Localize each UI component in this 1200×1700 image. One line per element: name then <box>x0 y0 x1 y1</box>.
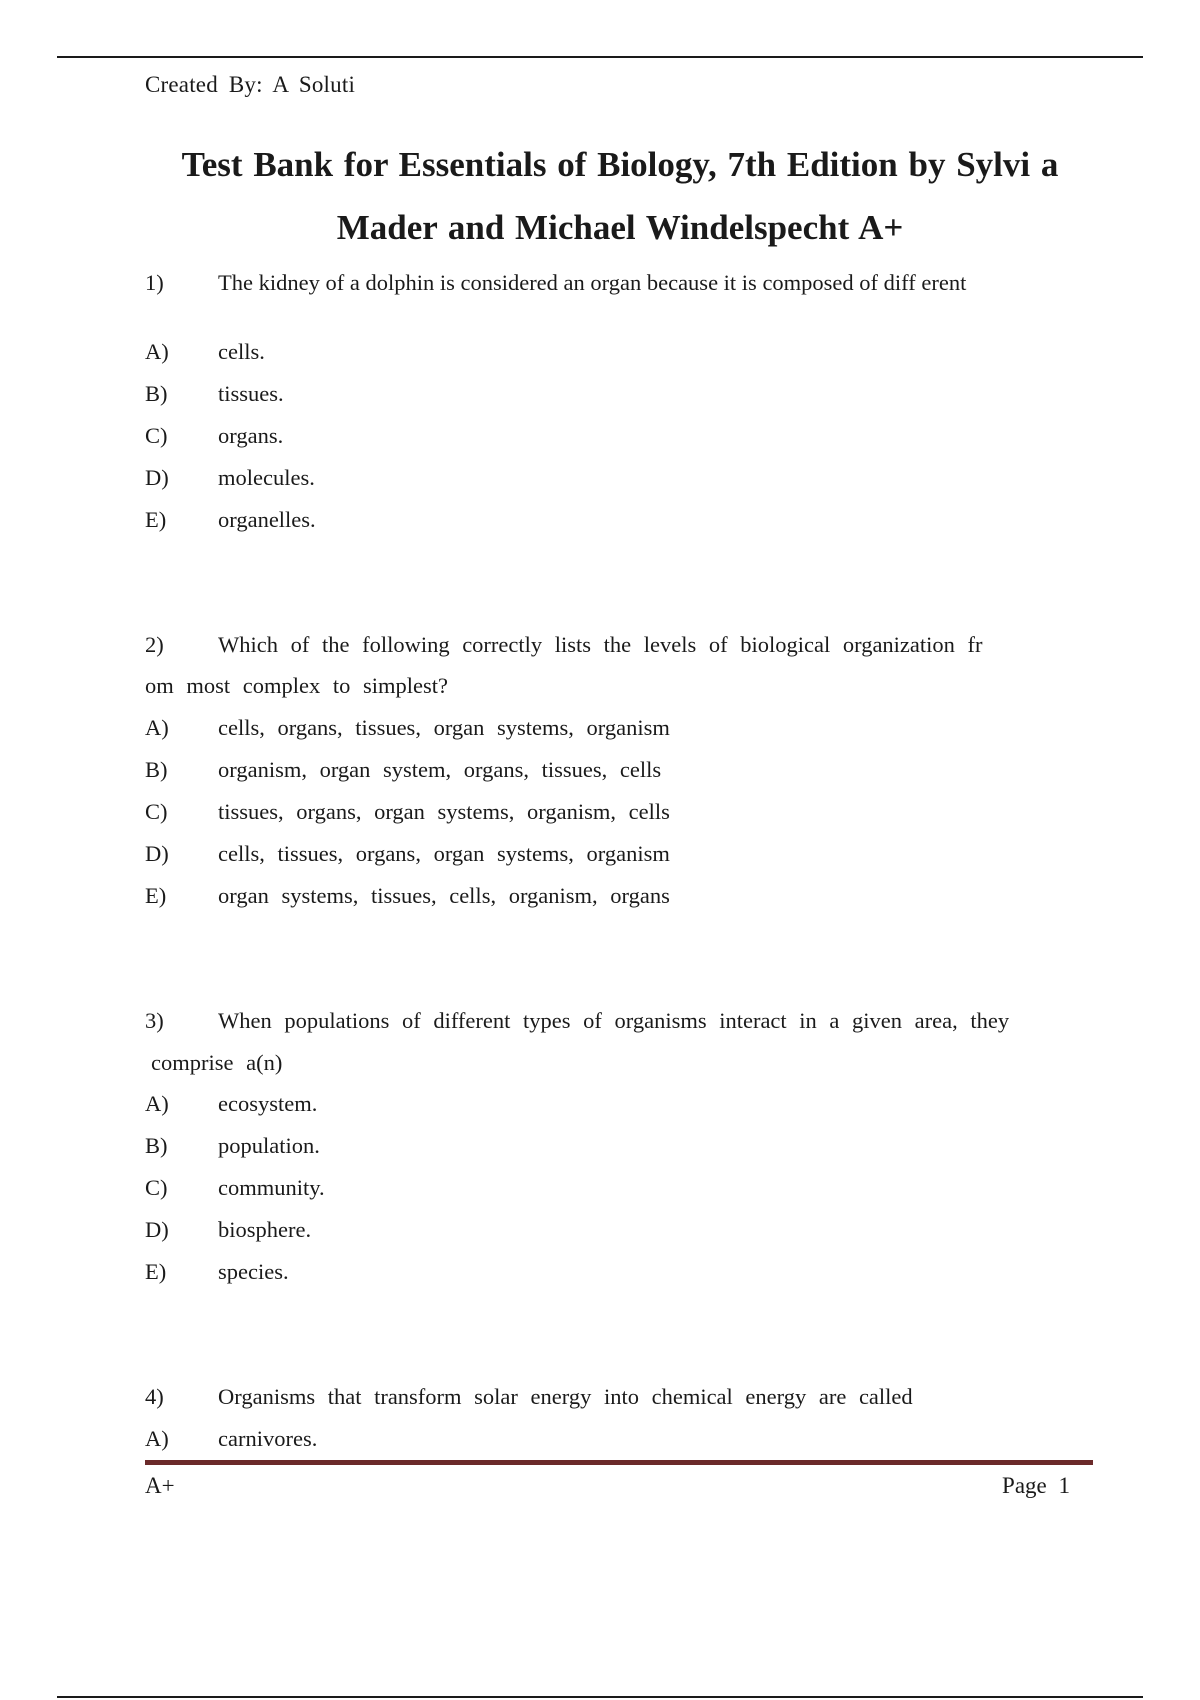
option-text: tissues. <box>218 381 284 406</box>
question-number: 3) <box>145 1008 164 1033</box>
option-letter: B) <box>145 757 168 782</box>
option-letter: D) <box>145 465 169 490</box>
question-text-continuation: om most complex to simplest? <box>145 673 448 698</box>
option-letter: B) <box>145 1133 168 1158</box>
option-letter: A) <box>145 1426 169 1451</box>
footer-grade: A+ <box>145 1473 175 1498</box>
top-rule <box>57 56 1143 58</box>
option-letter: E) <box>145 1259 167 1284</box>
option-letter: E) <box>145 507 167 532</box>
question-text: The kidney of a dolphin is considered an organ because it is composed of diff erent <box>218 270 967 295</box>
option-text: biosphere. <box>218 1217 312 1242</box>
option-letter: B) <box>145 381 168 406</box>
option-letter: C) <box>145 1175 168 1200</box>
option-text: organs. <box>218 423 284 448</box>
option-letter: A) <box>145 715 169 740</box>
footer-rule <box>145 1460 1093 1465</box>
page-number: Page 1 <box>1002 1473 1070 1498</box>
option-text: organism, organ system, organs, tissues, cells <box>218 757 662 782</box>
option-text: tissues, organs, organ systems, organism, cells <box>218 799 670 824</box>
question-number: 2) <box>145 632 164 657</box>
option-text: population. <box>218 1133 320 1158</box>
option-text: organelles. <box>218 507 316 532</box>
option-text: community. <box>218 1175 325 1200</box>
option-letter: D) <box>145 1217 169 1242</box>
question-text: When populations of different types of organisms interact in a given area, they <box>218 1008 1010 1033</box>
option-text: cells, tissues, organs, organ systems, organism <box>218 841 670 866</box>
option-text: cells. <box>218 339 265 364</box>
question-number: 4) <box>145 1384 164 1409</box>
document-title: Test Bank for Essentials of Biology, 7th Edition by Sylvi a Mader and Michael Windelspecht A+ <box>181 145 1059 247</box>
option-text: carnivores. <box>218 1426 318 1451</box>
question-number: 1) <box>145 270 164 295</box>
question-text: Which of the following correctly lists the levels of biological organization fr <box>218 632 983 657</box>
option-text: molecules. <box>218 465 315 490</box>
option-letter: E) <box>145 883 167 908</box>
option-text: species. <box>218 1259 289 1284</box>
option-letter: C) <box>145 423 168 448</box>
option-text: ecosystem. <box>218 1091 318 1116</box>
option-text: cells, organs, tissues, organ systems, organism <box>218 715 670 740</box>
option-letter: A) <box>145 339 169 364</box>
question-text: Organisms that transform solar energy into chemical energy are called <box>218 1384 913 1409</box>
question-text-continuation: comprise a(n) <box>151 1050 283 1075</box>
option-letter: C) <box>145 799 168 824</box>
option-letter: A) <box>145 1091 169 1116</box>
bottom-rule <box>57 1696 1143 1698</box>
option-text: organ systems, tissues, cells, organism, organs <box>218 883 670 908</box>
option-letter: D) <box>145 841 169 866</box>
created-by-header: Created By: A Soluti <box>145 72 356 97</box>
